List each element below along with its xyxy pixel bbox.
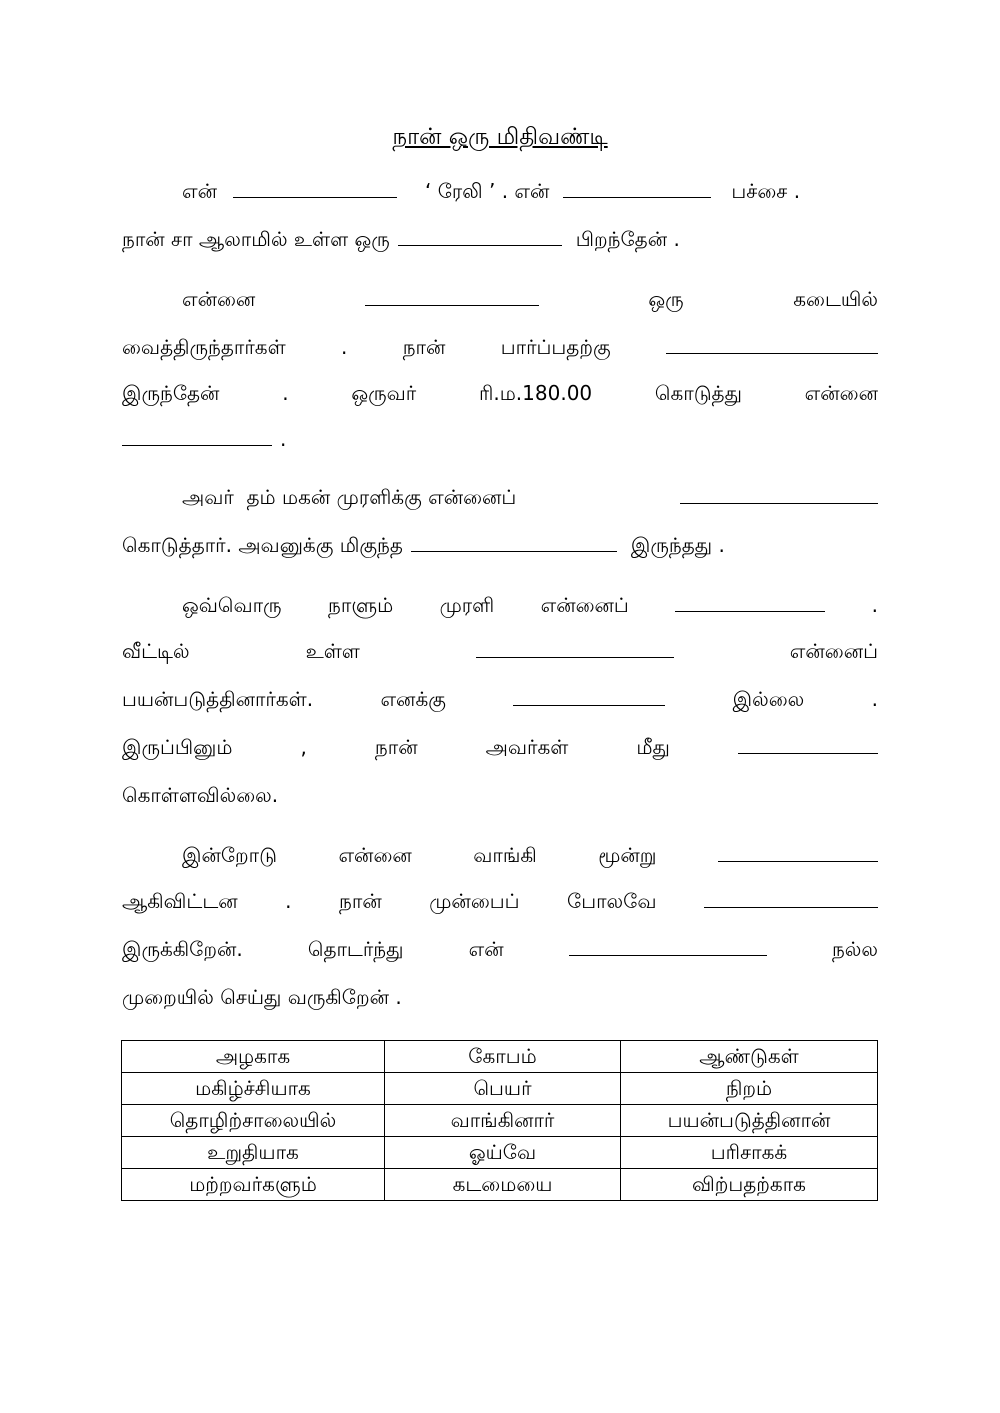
blank-13[interactable] — [718, 841, 878, 862]
text: பச்சை . — [731, 179, 801, 203]
text: பயன்படுத்தினார்கள். — [122, 687, 314, 711]
p5-line-1 — [122, 840, 878, 870]
blank-4[interactable] — [365, 285, 539, 306]
text: இருந்தேன் — [122, 381, 220, 405]
text: . — [280, 427, 287, 451]
blank-7[interactable] — [680, 483, 878, 504]
word-cell: கடமையை — [385, 1169, 621, 1201]
text: . — [871, 687, 878, 711]
text: கொள்ளவில்லை. — [122, 783, 279, 807]
table-row — [122, 1169, 878, 1201]
text: மீது — [636, 735, 670, 759]
blank-5[interactable] — [666, 333, 878, 354]
text: முன்பைப் — [429, 889, 520, 913]
text: என்னை — [182, 287, 256, 311]
blank-6[interactable] — [122, 425, 272, 446]
text: இருப்பினும் — [122, 735, 233, 759]
text: முரளி — [439, 593, 495, 617]
text: ஒவ்வொரு — [182, 593, 282, 617]
text: நாளும் — [327, 593, 394, 617]
p2-line-3 — [122, 378, 878, 408]
blank-14[interactable] — [704, 887, 878, 908]
word-cell: தொழிற்சாலையில் — [122, 1105, 385, 1137]
text: மூன்று — [598, 843, 657, 867]
p3-line-2 — [122, 530, 878, 560]
table-row — [122, 1041, 878, 1073]
table-row — [122, 1073, 878, 1105]
text: அவர் தம் மகன் முரளிக்கு என்னைப் — [182, 485, 517, 509]
p2-line-1 — [122, 284, 878, 314]
p2-line-2 — [122, 332, 878, 362]
text: நான் — [339, 889, 382, 913]
word-cell: உறுதியாக — [122, 1137, 385, 1169]
word-cell: கோபம் — [385, 1041, 621, 1073]
text: இருக்கிறேன். — [122, 937, 243, 961]
text: பார்ப்பதற்கு — [500, 335, 611, 359]
p5-line-3 — [122, 934, 878, 964]
text: இருந்தது . — [630, 533, 725, 557]
word-cell: விற்பதற்காக — [621, 1169, 878, 1201]
text: நல்ல — [831, 937, 878, 961]
text: வாங்கி — [473, 843, 537, 867]
word-cell: நிறம் — [621, 1073, 878, 1105]
p4-line-3 — [122, 684, 878, 714]
text: என்னைப் — [540, 593, 629, 617]
p5-line-4 — [122, 982, 878, 1012]
text: . — [285, 889, 292, 913]
p4-line-2 — [122, 636, 878, 666]
text: போலவே — [567, 889, 657, 913]
text: கொடுத்தார். அவனுக்கு மிகுந்த — [122, 533, 403, 557]
blank-12[interactable] — [738, 733, 878, 754]
text: ஆகிவிட்டன — [122, 889, 238, 913]
table-row — [122, 1137, 878, 1169]
word-bank-table — [121, 1040, 878, 1201]
blank-8[interactable] — [411, 531, 617, 552]
word-cell: அழகாக — [122, 1041, 385, 1073]
text: என்னை — [804, 381, 878, 405]
word-cell: மற்றவர்களும் — [122, 1169, 385, 1201]
text: ஒரு — [648, 287, 684, 311]
word-cell: பயன்படுத்தினான் — [621, 1105, 878, 1137]
text: நான் சா ஆலாமில் உள்ள ஒரு — [122, 227, 390, 251]
word-cell: பரிசாகக் — [621, 1137, 878, 1169]
text: வைத்திருந்தார்கள் — [122, 335, 286, 359]
text: எனக்கு — [380, 687, 446, 711]
text: ஒருவர் — [351, 381, 417, 405]
text: ரி.ம.180.00 — [478, 381, 593, 405]
blank-9[interactable] — [675, 591, 825, 612]
text: வீட்டில் — [122, 639, 190, 663]
text: என்னை — [338, 843, 412, 867]
text: அவர்கள் — [485, 735, 569, 759]
text: . — [340, 335, 348, 359]
p1-line-1 — [122, 176, 878, 206]
text: முறையில் செய்து வருகிறேன் . — [122, 985, 402, 1009]
p3-line-1 — [122, 482, 878, 512]
table-row — [122, 1105, 878, 1137]
text: தொடர்ந்து — [307, 937, 404, 961]
text: உள்ள — [305, 639, 360, 663]
blank-11[interactable] — [513, 685, 665, 706]
text: இன்றோடு — [182, 843, 277, 867]
text: கடையில் — [793, 287, 878, 311]
blank-10[interactable] — [476, 637, 674, 658]
p2-line-4 — [122, 424, 878, 454]
text: என் — [182, 179, 217, 203]
text: , — [300, 735, 307, 759]
blank-3[interactable] — [398, 225, 562, 246]
text: . — [871, 593, 878, 617]
blank-2[interactable] — [563, 177, 711, 198]
text: இல்லை — [732, 687, 805, 711]
p4-line-4 — [122, 732, 878, 762]
blank-1[interactable] — [233, 177, 397, 198]
p4-line-1 — [122, 590, 878, 620]
text: நான் — [374, 735, 418, 759]
text: நான் — [402, 335, 446, 359]
p1-line-2 — [122, 224, 878, 254]
text: என்னைப் — [789, 639, 878, 663]
text: ‘ ரேலி ’ . என் — [425, 179, 550, 203]
text: பிறந்தேன் . — [575, 227, 680, 251]
word-cell: மகிழ்ச்சியாக — [122, 1073, 385, 1105]
blank-15[interactable] — [569, 935, 767, 956]
page-title: நான் ஒரு மிதிவண்டி — [392, 124, 608, 150]
word-cell: பெயர் — [385, 1073, 621, 1105]
p5-line-2 — [122, 886, 878, 916]
text: . — [282, 381, 289, 405]
word-cell: ஓய்வே — [385, 1137, 621, 1169]
text: கொடுத்து — [654, 381, 742, 405]
word-cell: வாங்கினார் — [385, 1105, 621, 1137]
p4-line-5 — [122, 780, 878, 810]
text: என் — [468, 937, 504, 961]
word-cell: ஆண்டுகள் — [621, 1041, 878, 1073]
